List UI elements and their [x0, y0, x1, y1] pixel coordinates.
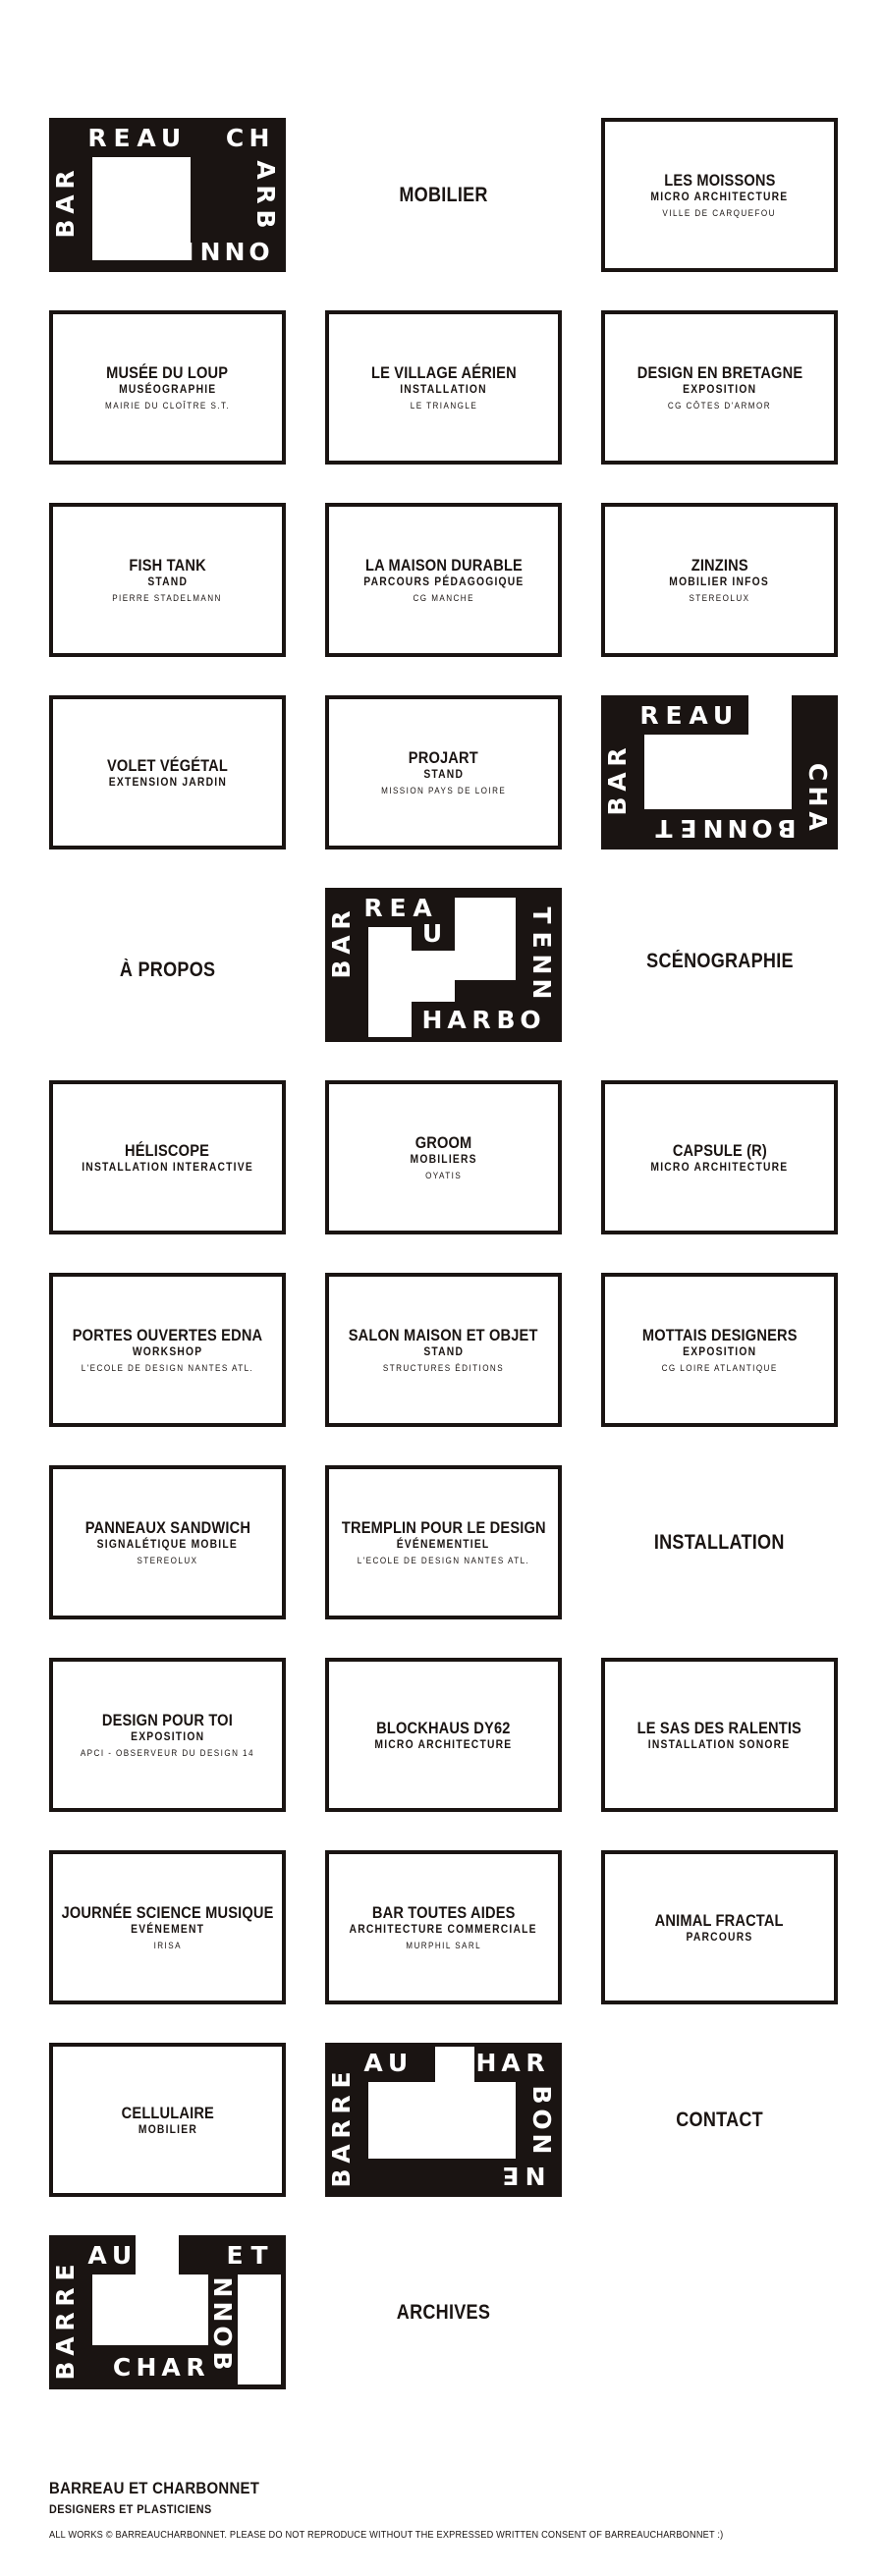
project-subtitle: PARCOURS [686, 1929, 753, 1944]
logo-letter: E [527, 931, 556, 949]
logo-letter: R [186, 2353, 205, 2382]
logo-letter: N [527, 2133, 556, 2155]
logo-letter: H [136, 2353, 157, 2382]
project-client: MAIRIE DU CLOÎTRE S.T. [104, 400, 231, 411]
project-subtitle: STAND [423, 1343, 464, 1358]
logo-letter: C [422, 974, 442, 1003]
project-title: LES MOISSONS [663, 170, 776, 190]
project-card[interactable] [325, 1465, 562, 1619]
project-title: FISH TANK [129, 555, 206, 575]
logo-letter: E [502, 2162, 520, 2190]
project-subtitle: MICRO ARCHITECTURE [374, 1736, 513, 1751]
logo-shape [179, 2275, 208, 2345]
logo-letter: E [665, 701, 683, 730]
logo-letter: T [152, 237, 170, 265]
logo-letter: E [51, 2264, 80, 2281]
nav-scenographie-label: SCÉNOGRAPHIE [645, 950, 794, 972]
project-card[interactable] [325, 503, 562, 657]
nav-mobilier-label: MOBILIER [399, 183, 488, 206]
project-title: CELLULAIRE [121, 2103, 214, 2122]
logo-shape [136, 2235, 179, 2345]
project-title: TREMPLIN POUR LE DESIGN [341, 1517, 546, 1537]
logo-letter: A [87, 2241, 107, 2270]
project-card[interactable] [325, 310, 562, 465]
project-client: APCI - OBSERVEUR DU DESIGN 14 [80, 1747, 255, 1758]
logo-letter: B [51, 219, 80, 239]
logo-letter: R [471, 1006, 491, 1034]
project-subtitle: MOBILIERS [410, 1151, 477, 1166]
logo-letter: A [689, 701, 708, 730]
project-title: CAPSULE (R) [672, 1140, 767, 1160]
project-title: LE SAS DES RALENTIS [636, 1718, 802, 1737]
project-subtitle: WORKSHOP [132, 1343, 203, 1358]
logo-letter: E [389, 894, 407, 922]
logo-letter: E [177, 237, 194, 265]
logo-letter: B [251, 209, 280, 229]
logo-letter: A [251, 160, 280, 180]
project-title: ANIMAL FRACTAL [654, 1910, 784, 1930]
project-client: L'ECOLE DE DESIGN NANTES ATL. [357, 1555, 530, 1565]
logo-shape [368, 1002, 412, 1037]
project-card[interactable] [49, 2043, 286, 2197]
nav-apropos[interactable] [49, 902, 286, 1039]
logo-letter: H [803, 786, 832, 807]
logo-tile[interactable] [49, 2235, 286, 2389]
project-card[interactable] [601, 1658, 838, 1812]
footer-name: BARREAU ET CHARBONNET [49, 2479, 260, 2497]
project-client: MISSION PAYS DE LOIRE [380, 785, 507, 795]
project-subtitle: PARCOURS PÉDAGOGIQUE [362, 574, 525, 588]
project-client: STRUCTURES ÉDITIONS [382, 1362, 505, 1373]
logo-letter: R [363, 894, 383, 922]
project-card[interactable] [49, 1273, 286, 1427]
nav-mobilier[interactable] [325, 118, 562, 272]
logo-letter: N [199, 237, 221, 265]
project-title: PANNEAUX SANDWICH [84, 1517, 250, 1537]
project-card[interactable] [601, 503, 838, 657]
nav-scenographie[interactable] [601, 888, 838, 1035]
logo-letter: R [87, 124, 107, 152]
project-title: LA MAISON DURABLE [364, 555, 523, 575]
logo-letter: E [226, 2241, 244, 2270]
logo-letter: R [51, 2312, 80, 2331]
project-title: PORTES OUVERTES EDNA [72, 1325, 263, 1344]
project-card[interactable] [49, 1080, 286, 1234]
project-subtitle: MICRO ARCHITECTURE [650, 189, 789, 203]
project-card[interactable] [325, 1273, 562, 1427]
logo-letter: E [113, 124, 131, 152]
logo-letter: N [527, 978, 556, 1000]
nav-contact[interactable] [601, 2043, 838, 2197]
project-client: LE TRIANGLE [410, 400, 477, 411]
logo-letter: U [111, 2241, 133, 2270]
logo-letter: U [421, 919, 443, 948]
logo-shape [412, 2082, 516, 2159]
project-title: SALON MAISON ET OBJET [349, 1325, 538, 1344]
project-card[interactable] [49, 310, 286, 465]
logo-letter: C [112, 2353, 132, 2382]
project-subtitle: EXTENSION JARDIN [108, 774, 227, 789]
logo-letter: N [208, 2301, 237, 2323]
project-client: CG LOIRE ATLANTIQUE [661, 1362, 778, 1373]
project-card[interactable] [49, 1658, 286, 1812]
project-title: HÉLISCOPE [125, 1140, 210, 1160]
project-card[interactable] [601, 118, 838, 272]
logo-letter: A [603, 772, 632, 792]
logo-letter: C [803, 762, 832, 782]
logo-letter: B [496, 1006, 516, 1034]
project-card[interactable] [601, 310, 838, 465]
project-client: STEREOLUX [689, 592, 750, 603]
logo-letter: B [777, 814, 797, 843]
logo-letter: A [137, 124, 156, 152]
logo-letter: N [527, 954, 556, 975]
nav-archives[interactable] [325, 2235, 562, 2389]
project-subtitle: INSTALLATION [400, 381, 487, 396]
project-card[interactable] [325, 1658, 562, 1812]
project-title: MOTTAIS DESIGNERS [641, 1325, 798, 1344]
logo-letter: N [224, 237, 246, 265]
logo-letter: B [208, 2351, 237, 2371]
logo-shape [238, 2275, 281, 2384]
logo-letter: H [249, 124, 270, 152]
project-subtitle: INSTALLATION INTERACTIVE [82, 1159, 253, 1174]
logo-letter: R [51, 170, 80, 190]
logo-letter: N [525, 2162, 546, 2190]
project-client: L'ECOLE DE DESIGN NANTES ATL. [81, 1362, 254, 1373]
footer [49, 2479, 782, 2541]
logo-shape [748, 695, 792, 770]
project-title: BLOCKHAUS DY62 [376, 1718, 511, 1737]
logo-letter: A [363, 2049, 383, 2077]
project-title: ZINZINS [691, 555, 748, 575]
logo-letter: E [680, 814, 697, 843]
logo-shape [644, 770, 792, 809]
logo-letter: A [327, 935, 356, 955]
logo-letter: R [525, 2049, 545, 2077]
project-subtitle: MUSÉOGRAPHIE [118, 381, 217, 396]
project-subtitle: ÉVÉNEMENTIEL [397, 1536, 490, 1551]
logo-letter: R [639, 701, 659, 730]
logo-letter: A [327, 2144, 356, 2164]
project-subtitle: EXPOSITION [130, 1728, 205, 1743]
logo-letter: A [447, 1006, 467, 1034]
project-card[interactable] [49, 503, 286, 657]
logo-letter: B [527, 2085, 556, 2105]
logo-letter: A [51, 2336, 80, 2356]
project-subtitle: EVÉNEMENT [130, 1921, 205, 1936]
logo-letter: N [727, 814, 748, 843]
project-subtitle: STAND [423, 766, 464, 781]
logo-letter: U [712, 701, 734, 730]
project-card[interactable] [49, 1850, 286, 2004]
project-card[interactable] [601, 1850, 838, 2004]
project-client: OYATIS [424, 1170, 463, 1180]
project-client: VILLE DE CARQUEFOU [662, 207, 777, 218]
project-title: PROJART [408, 747, 479, 767]
logo-letter: R [51, 2287, 80, 2307]
logo-letter: H [475, 2049, 497, 2077]
project-subtitle: STAND [147, 574, 188, 588]
logo-tile[interactable] [325, 2043, 562, 2197]
project-title: DESIGN EN BRETAGNE [636, 362, 802, 382]
logo-shape [92, 2275, 136, 2345]
logo-letter: B [603, 796, 632, 816]
project-card[interactable] [325, 695, 562, 850]
logo-letter: N [702, 814, 724, 843]
nav-installation-label: INSTALLATION [654, 1530, 785, 1554]
project-card[interactable] [325, 1080, 562, 1234]
logo-letter: B [51, 2361, 80, 2381]
project-subtitle: SIGNALÉTIQUE MOBILE [96, 1536, 239, 1551]
logo-letter: A [501, 2049, 521, 2077]
logo-tile[interactable] [325, 888, 562, 1042]
logo-letter: O [520, 1006, 541, 1034]
logo-letter: R [327, 2119, 356, 2139]
logo-letter: A [161, 2353, 181, 2382]
logo-letter: E [327, 2071, 356, 2089]
logo-letter: B [327, 959, 356, 979]
logo-letter: U [160, 124, 182, 152]
project-subtitle: ARCHITECTURE COMMERCIALE [349, 1921, 538, 1936]
logo-letter: N [208, 2276, 237, 2298]
project-card[interactable] [49, 1465, 286, 1619]
logo-letter: B [327, 2168, 356, 2188]
project-subtitle: MOBILIER [138, 2121, 197, 2136]
logo-letter: O [751, 814, 773, 843]
project-client: PIERRE STADELMANN [112, 592, 223, 603]
logo-letter: O [527, 2109, 556, 2130]
project-subtitle: INSTALLATION SONORE [648, 1736, 791, 1751]
project-title: JOURNÉE SCIENCE MUSIQUE [61, 1902, 274, 1922]
project-title: GROOM [414, 1132, 472, 1152]
project-title: DESIGN POUR TOI [101, 1710, 234, 1729]
project-subtitle: MICRO ARCHITECTURE [650, 1159, 789, 1174]
logo-letter: O [208, 2326, 237, 2347]
logo-letter: A [803, 811, 832, 831]
project-title: VOLET VÉGÉTAL [106, 755, 229, 775]
logo-letter: R [327, 910, 356, 930]
logo-letter: R [327, 2095, 356, 2114]
logo-letter: H [421, 1006, 443, 1034]
logo-letter: T [655, 814, 673, 843]
logo-shape [368, 2082, 412, 2159]
logo-letter: C [225, 124, 245, 152]
logo-letter: R [251, 185, 280, 204]
nav-installation[interactable] [601, 1465, 838, 1619]
logo-letter: T [250, 2241, 268, 2270]
project-card[interactable] [601, 1273, 838, 1427]
logo-letter: U [387, 2049, 409, 2077]
nav-contact-label: CONTACT [676, 2108, 763, 2131]
logo-tile[interactable] [49, 118, 286, 272]
project-subtitle: EXPOSITION [682, 1343, 757, 1358]
logo-letter: R [603, 747, 632, 767]
project-card[interactable] [601, 1080, 838, 1234]
project-card[interactable] [49, 695, 286, 850]
project-client: MURPHIL SARL [406, 1940, 481, 1950]
logo-letter: T [527, 906, 556, 924]
project-client: CG CÔTES D'ARMOR [667, 400, 772, 411]
project-client: STEREOLUX [137, 1555, 198, 1565]
project-subtitle: EXPOSITION [682, 381, 757, 396]
nav-apropos-label: À PROPOS [119, 959, 216, 981]
project-subtitle: MOBILIER INFOS [669, 574, 770, 588]
logo-letter: A [51, 194, 80, 214]
project-card[interactable] [325, 1850, 562, 2004]
logo-shape [455, 898, 516, 980]
project-client: CG MANCHE [413, 592, 474, 603]
project-title: MUSÉE DU LOUP [106, 362, 229, 382]
footer-role: DESIGNERS ET PLASTICIENS [49, 2502, 212, 2516]
project-title: BAR TOUTES AIDES [371, 1902, 516, 1922]
logo-letter: A [413, 894, 432, 922]
nav-archives-label: ARCHIVES [396, 2300, 491, 2324]
project-client: IRISA [153, 1940, 182, 1950]
logo-letter: O [249, 237, 270, 265]
project-title: LE VILLAGE AÉRIEN [370, 362, 517, 382]
logo-tile[interactable] [601, 695, 838, 850]
footer-copyright: ALL WORKS © BARREAUCHARBONNET. PLEASE DO NOT REPRODUCE WITHOUT THE EXPRESSED WRITTEN CONSENT OF BARREAUCHARBONNET :) [49, 2530, 724, 2541]
